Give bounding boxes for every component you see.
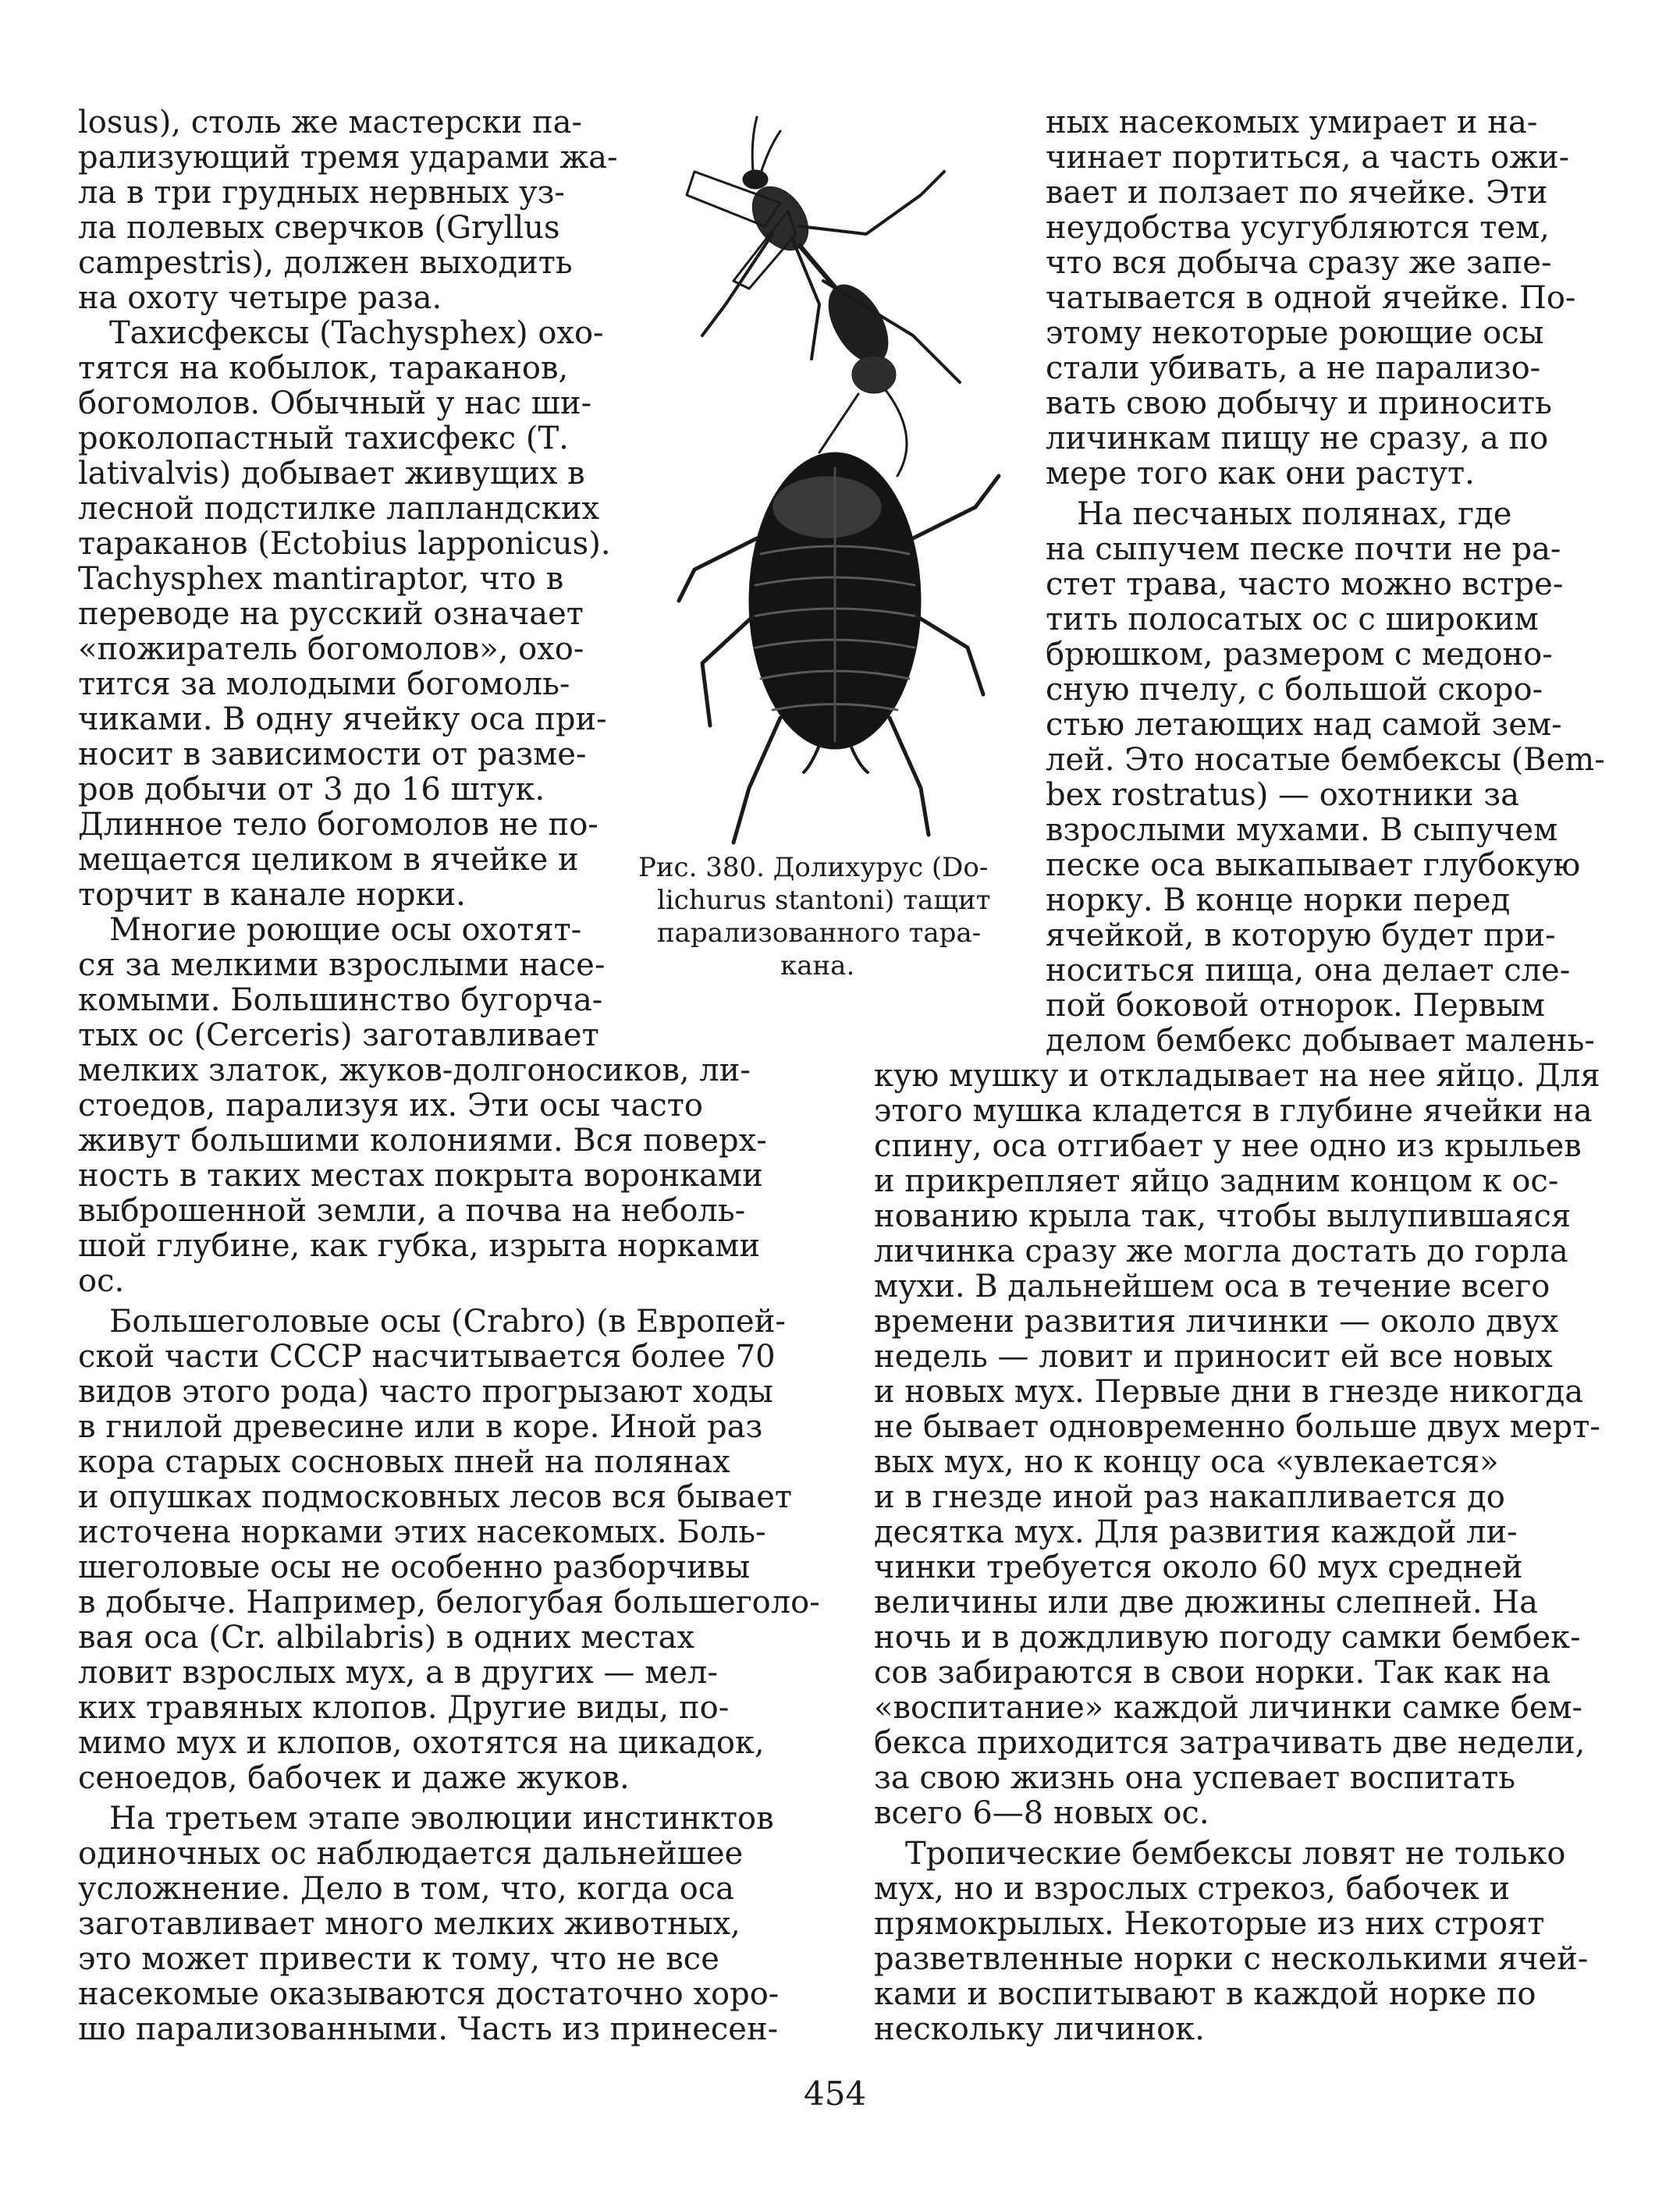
- text-line: Длинное тело богомолов не по-: [78, 807, 598, 843]
- text-line: и прикрепляет яйцо задним концом к ос-: [874, 1163, 1559, 1199]
- text-line: bex rostratus) — охотники за: [1046, 777, 1519, 813]
- text-line: разветвленные норки с несколькими ячей-: [874, 1941, 1589, 1977]
- text-line: ячейкой, в которую будет при-: [1046, 918, 1556, 953]
- wasp-dragging-cockroach-icon: [663, 101, 1007, 850]
- text-line: неудобства усугубляются тем,: [1046, 210, 1550, 246]
- text-line: переводе на русский означает: [78, 596, 584, 632]
- text-line: времени развития личинки — около двух: [874, 1304, 1559, 1340]
- text-line: рализующий тремя ударами жа-: [78, 140, 618, 176]
- text-line: На третьем этапе эволюции инстинктов: [109, 1801, 774, 1837]
- text-line: ской части СССР насчитывается более 70: [78, 1339, 776, 1375]
- text-line: «пожиратель богомолов», охо-: [78, 631, 584, 667]
- text-line: недель — ловит и приносит ей все новых: [874, 1339, 1553, 1375]
- text-line: вых мух, но к концу оса «увлекается»: [874, 1444, 1499, 1480]
- text-line: стью летающих над самой зем-: [1046, 707, 1562, 743]
- text-line: шо парализованными. Часть из принесен-: [78, 2011, 779, 2047]
- text-line: ся за мелкими взрослыми насе-: [78, 947, 606, 983]
- text-line: лей. Это носатые бембексы (Bem-: [1046, 742, 1605, 778]
- text-line: что вся добыча сразу же запе-: [1046, 245, 1552, 281]
- text-line: чиками. В одну ячейку оса при-: [78, 701, 607, 737]
- text-line: в гнилой древесине или в коре. Иной раз: [78, 1409, 763, 1445]
- text-line: богомолов. Обычный у нас ши-: [78, 385, 592, 421]
- text-line: заготавливает много мелких животных,: [78, 1906, 741, 1942]
- text-line: стоедов, парализуя их. Эти осы часто: [78, 1088, 703, 1123]
- text-line: лесной подстилке лапландских: [78, 491, 600, 527]
- text-line: делом бембекс добывает малень-: [1046, 1023, 1595, 1059]
- text-line: Tachysphex mantiraptor, что в: [78, 561, 564, 597]
- text-line: личинкам пищу не сразу, а по: [1046, 421, 1549, 456]
- text-line: ками и воспитывают в каждой норке по: [874, 1976, 1536, 2012]
- text-line: ла полевых сверчков (Gryllus: [78, 210, 560, 246]
- text-line: вать свою добычу и приносить: [1046, 385, 1552, 421]
- text-line: вает и ползает по ячейке. Эти: [1046, 175, 1548, 211]
- text-line: ночь и в дождливую погоду самки бембек-: [874, 1620, 1581, 1656]
- text-line: бекса приходится затрачивать две недели,: [874, 1725, 1586, 1761]
- text-line: мимо мух и клопов, охотятся на цикадок,: [78, 1725, 765, 1761]
- text-line: ров добычи от 3 до 16 штук.: [78, 772, 545, 807]
- text-line: взрослыми мухами. В сыпучем: [1046, 812, 1558, 848]
- text-line: lativalvis) добывает живущих в: [78, 456, 585, 492]
- text-line: сов забираются в свои норки. Так как на: [874, 1655, 1551, 1691]
- text-line: шеголовые осы не особенно разборчивы: [78, 1549, 751, 1585]
- text-line: ких травяных клопов. Другие виды, по-: [78, 1690, 730, 1726]
- caption-line: кана.: [780, 950, 855, 981]
- text-line: и в гнезде иной раз накапливается до: [874, 1479, 1505, 1515]
- text-line: ных насекомых умирает и на-: [1046, 105, 1538, 140]
- text-line: не бывает одновременно больше двух мерт-: [874, 1409, 1600, 1445]
- text-line: Большеголовые осы (Crabro) (в Европей-: [109, 1304, 786, 1340]
- text-line: ос.: [78, 1263, 125, 1299]
- text-line: ла в три грудных нервных уз-: [78, 175, 565, 211]
- text-line: «воспитание» каждой личинки самке бем-: [874, 1690, 1583, 1726]
- text-line: на охоту четыре раза.: [78, 280, 442, 316]
- text-line: носиться пища, она делает сле-: [1046, 953, 1571, 989]
- text-line: усложнение. Дело в том, что, когда оса: [78, 1871, 735, 1907]
- text-line: этого мушка кладется в глубине ячейки на: [874, 1093, 1593, 1129]
- text-line: одиночных ос наблюдается дальнейшее: [78, 1836, 744, 1872]
- text-line: всего 6—8 новых ос.: [874, 1795, 1209, 1831]
- text-line: чинки требуется около 60 мух средней: [874, 1549, 1523, 1585]
- text-line: комыми. Большинство бугорча-: [78, 982, 603, 1018]
- text-line: брюшком, размером с медоно-: [1046, 637, 1553, 673]
- text-line: нованию крыла так, чтобы вылупившаяся: [874, 1198, 1572, 1234]
- text-line: стали убивать, а не парализо-: [1046, 350, 1541, 386]
- text-line: спину, оса отгибает у нее одно из крыльев: [874, 1128, 1582, 1164]
- text-line: норку. В конце норки перед: [1046, 882, 1511, 918]
- text-line: прямокрылых. Некоторые из них строят: [874, 1906, 1545, 1942]
- text-line: личинка сразу же могла достать до горла: [874, 1233, 1568, 1269]
- text-line: мещается целиком в ячейке и: [78, 842, 579, 878]
- text-line: вая оса (Cr. albilabris) в одних местах: [78, 1620, 695, 1656]
- text-line: величины или две дюжины слепней. На: [874, 1585, 1538, 1620]
- text-line: десятка мух. Для развития каждой ли-: [874, 1514, 1518, 1550]
- text-line: нескольку личинок.: [874, 2011, 1205, 2047]
- text-line: выброшенной земли, а почва на неболь-: [78, 1193, 746, 1229]
- text-line: пой боковой отнорок. Первым: [1046, 988, 1546, 1024]
- text-line: тятся на кобылок, тараканов,: [78, 350, 569, 386]
- text-line: мух, но и взрослых стрекоз, бабочек и: [874, 1871, 1511, 1907]
- text-line: насекомые оказываются достаточно хоро-: [78, 1976, 780, 2012]
- text-line: мухи. В дальнейшем оса в течение всего: [874, 1269, 1550, 1304]
- text-line: чинает портиться, а часть ожи-: [1046, 140, 1570, 176]
- text-line: сеноедов, бабочек и даже жуков.: [78, 1760, 630, 1796]
- text-line: торчит в канале норки.: [78, 877, 466, 913]
- text-line: campestris), должен выходить: [78, 245, 573, 281]
- text-line: живут большими колониями. Вся поверх-: [78, 1123, 767, 1159]
- text-line: ловит взрослых мух, а в других — мел-: [78, 1655, 718, 1691]
- text-line: за свою жизнь она успевает воспитать: [874, 1760, 1516, 1796]
- text-line: мере того как они растут.: [1046, 456, 1475, 492]
- text-line: мелких златок, жуков-долгоносиков, ли-: [78, 1052, 751, 1088]
- text-line: источена норками этих насекомых. Боль-: [78, 1514, 766, 1550]
- text-line: На песчаных полянах, где: [1077, 496, 1512, 532]
- text-line: роколопастный тахисфекс (Т.: [78, 421, 569, 456]
- caption-line: lichurus stantoni) тащит: [657, 885, 991, 916]
- text-line: Тропические бембексы ловят не только: [905, 1836, 1566, 1872]
- text-line: этому некоторые роющие осы: [1046, 315, 1544, 351]
- text-line: это может привести к тому, что не все: [78, 1941, 719, 1977]
- text-line: Многие роющие осы охотят-: [109, 912, 582, 948]
- text-line: видов этого рода) часто прогрызают ходы: [78, 1374, 773, 1410]
- text-line: и новых мух. Первые дни в гнезде никогда: [874, 1374, 1584, 1410]
- text-line: ность в таких местах покрыта воронками: [78, 1158, 763, 1194]
- text-line: тится за молодыми богомоль-: [78, 666, 570, 702]
- text-line: кора старых сосновых пней на полянах: [78, 1444, 730, 1480]
- text-line: кую мушку и откладывает на нее яйцо. Для: [874, 1058, 1600, 1094]
- text-line: стет трава, часто можно встре-: [1046, 566, 1564, 602]
- text-line: losus), столь же мастерски па-: [78, 105, 582, 140]
- text-line: на сыпучем песке почти не ра-: [1046, 531, 1561, 567]
- text-line: сную пчелу, с большой скоро-: [1046, 672, 1543, 708]
- text-line: песке оса выкапывает глубокую: [1046, 847, 1581, 883]
- caption-line: Рис. 380. Долихурус (Do-: [638, 852, 989, 883]
- text-line: тараканов (Ectobius lapponicus).: [78, 526, 611, 562]
- figure-illustration: [663, 101, 1007, 850]
- caption-line: парализованного тара-: [657, 918, 982, 949]
- text-line: и опушках подмосковных лесов вся бывает: [78, 1479, 793, 1515]
- page-number: 454: [804, 2075, 867, 2113]
- text-line: шой глубине, как губка, изрыта норками: [78, 1228, 761, 1264]
- text-line: в добыче. Например, белогубая большеголо-: [78, 1585, 820, 1620]
- text-line: тых ос (Cerceris) заготавливает: [78, 1017, 599, 1053]
- text-line: тить полосатых ос с широким: [1046, 602, 1539, 637]
- text-line: носит в зависимости от разме-: [78, 737, 587, 772]
- text-line: Тахисфексы (Tachysphex) охо-: [109, 315, 604, 351]
- text-line: чатывается в одной ячейке. По-: [1046, 280, 1576, 316]
